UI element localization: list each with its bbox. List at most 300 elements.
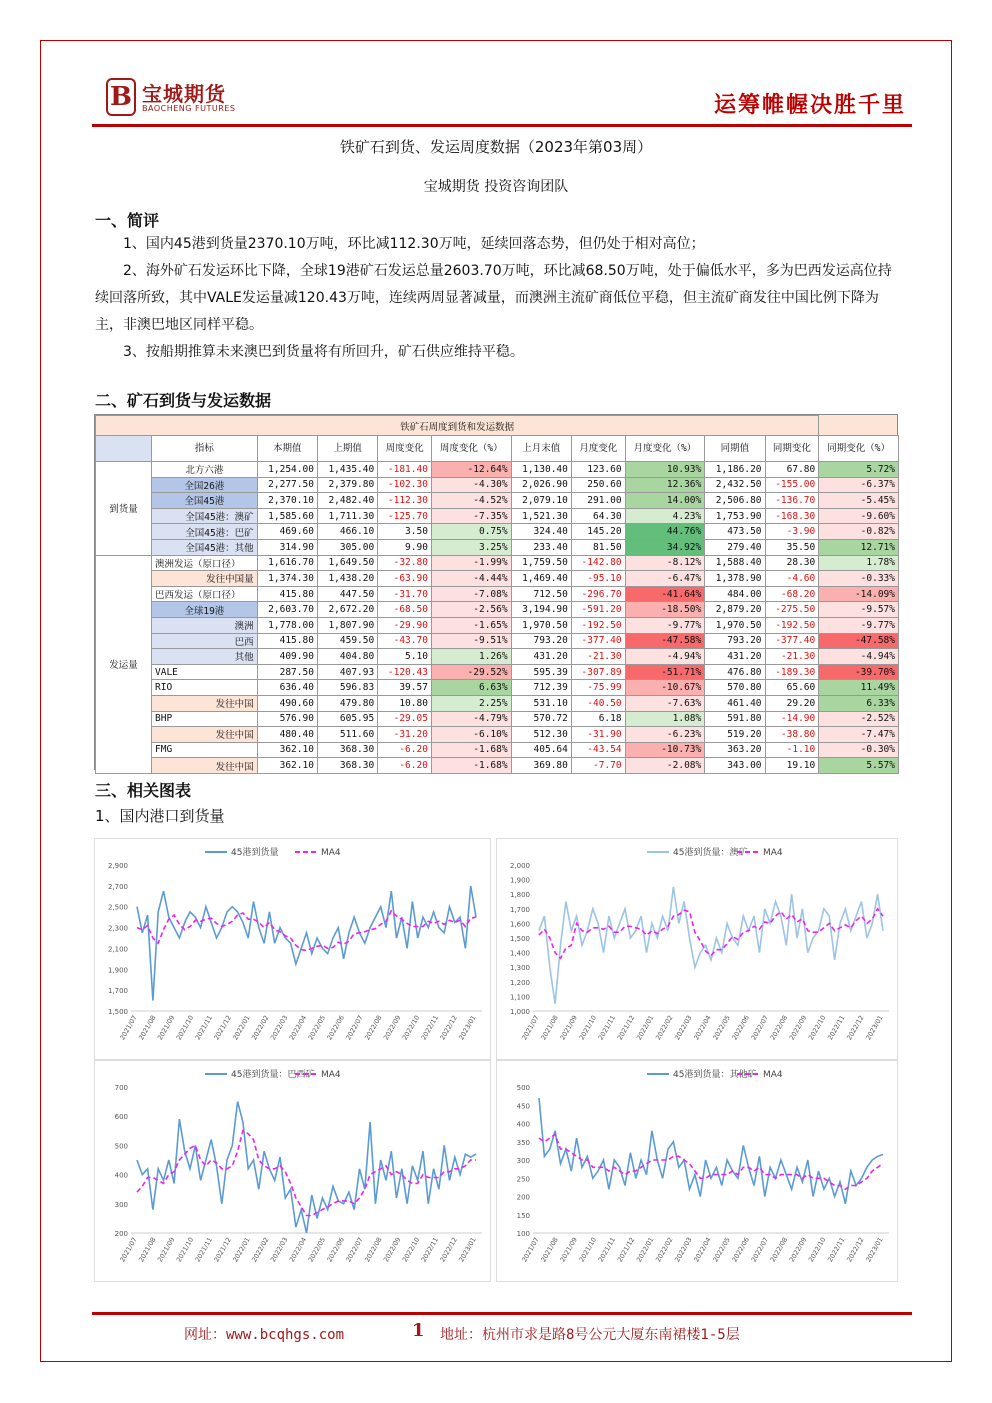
table-cell: 484.00 [705, 586, 765, 602]
x-tick-label: 2022/01 [634, 1014, 656, 1042]
table-row [96, 711, 899, 727]
table-row [96, 477, 899, 493]
legend-label: 45港到货量：其他矿 [673, 1070, 757, 1080]
table-cell: -10.73% [625, 742, 705, 758]
y-tick-label: 300 [516, 1157, 530, 1165]
table-cell: -0.30% [819, 742, 899, 758]
table-header-row [96, 436, 899, 462]
table-cell: 9.90 [378, 539, 432, 555]
table-cell: 39.57 [378, 680, 432, 696]
series-line [539, 1098, 883, 1204]
table-cell: -125.70 [378, 508, 432, 524]
table-cell: 2,370.10 [257, 493, 317, 509]
y-tick-label: 2,000 [509, 862, 530, 870]
table-cell: 3.50 [378, 524, 432, 540]
table-cell: -9.60% [819, 508, 899, 524]
table-cell: 1,649.50 [317, 555, 377, 571]
x-tick-label: 2021/10 [577, 1014, 599, 1042]
row-label: VALE [152, 664, 258, 680]
x-tick-label: 2022/12 [845, 1236, 866, 1264]
y-tick-label: 1,700 [107, 987, 128, 996]
row-label: FMG [152, 742, 258, 758]
y-tick-label: 1,500 [509, 935, 530, 943]
y-tick-label: 400 [516, 1120, 530, 1129]
x-tick-label: 2021/12 [615, 1236, 637, 1264]
row-label: 发往中国 [152, 695, 258, 711]
x-tick-label: 2022/04 [287, 1236, 309, 1264]
x-tick-label: 2022/08 [363, 1236, 384, 1264]
table-cell: 1,254.00 [257, 462, 317, 478]
footer-address: 地址：杭州市求是路8号公元大厦东南裙楼1-5层 [440, 1327, 740, 1343]
table-cell: 1.08% [625, 711, 705, 727]
table-cell: 2,277.50 [257, 477, 317, 493]
table-cell: 712.39 [511, 680, 571, 696]
table-cell: 14.00% [625, 493, 705, 509]
table-cell: 570.72 [511, 711, 571, 727]
table-cell: 1,521.30 [511, 508, 571, 524]
y-tick-label: 1,600 [509, 920, 530, 929]
table-cell: 1,970.50 [511, 617, 571, 633]
x-tick-label: 2022/01 [231, 1236, 252, 1264]
table-cell: -296.70 [571, 586, 625, 602]
y-tick-label: 350 [516, 1138, 530, 1147]
table-cell: -12.64% [431, 462, 511, 478]
x-tick-label: 2021/12 [615, 1014, 637, 1042]
table-cell: -142.80 [571, 555, 625, 571]
table-cell: -21.30 [765, 649, 819, 665]
table-cell: 480.40 [257, 727, 317, 743]
x-tick-label: 2022/07 [344, 1014, 365, 1042]
table-cell: 461.40 [705, 695, 765, 711]
table-row [96, 493, 899, 509]
x-tick-label: 2022/12 [845, 1014, 866, 1042]
x-tick-label: 2022/04 [692, 1014, 713, 1042]
table-cell: 1,585.60 [257, 508, 317, 524]
table-cell: 476.80 [705, 664, 765, 680]
table-header-cell: 上期值 [317, 436, 377, 462]
x-tick-label: 2022/02 [654, 1236, 675, 1264]
table-cell: 1,469.40 [511, 571, 571, 587]
x-tick-label: 2022/02 [250, 1014, 271, 1042]
series-line [539, 887, 883, 1004]
series-line [137, 1102, 476, 1233]
table-group-label: 到货量 [96, 462, 152, 556]
x-tick-label: 2021/08 [137, 1236, 158, 1264]
table-cell: -41.64% [625, 586, 705, 602]
table-cell: 570.80 [705, 680, 765, 696]
row-label: 澳洲 [152, 617, 258, 633]
x-tick-label: 2022/02 [250, 1236, 271, 1264]
x-tick-label: 2021/09 [558, 1014, 579, 1042]
x-tick-label: 2021/12 [212, 1014, 233, 1042]
x-tick-label: 2021/11 [193, 1014, 215, 1042]
table-cell: -51.71% [625, 664, 705, 680]
table-cell: -9.77% [819, 617, 899, 633]
table-cell: 67.80 [765, 462, 819, 478]
table-cell: 2,879.20 [705, 602, 765, 618]
legend-label: 45港到货量：巴西矿 [231, 1070, 315, 1080]
table-cell: -155.00 [765, 477, 819, 493]
table-header-cell: 上月末值 [511, 436, 571, 462]
table-cell: 123.60 [571, 462, 625, 478]
table-cell: -43.70 [378, 633, 432, 649]
table-cell: 2,482.40 [317, 493, 377, 509]
table-cell: 2.25% [431, 695, 511, 711]
table-cell: 1,759.50 [511, 555, 571, 571]
row-label: 巴西 [152, 633, 258, 649]
x-tick-label: 2022/08 [768, 1014, 790, 1042]
table-cell: -38.80 [765, 727, 819, 743]
table-cell: -63.90 [378, 571, 432, 587]
table-row [96, 680, 899, 696]
x-tick-label: 2022/07 [749, 1236, 771, 1264]
row-label: 全国45港：澳矿 [152, 508, 258, 524]
table-cell: 473.50 [705, 524, 765, 540]
table-cell: -4.30% [431, 477, 511, 493]
y-tick-label: 1,300 [509, 964, 530, 973]
y-tick-label: 500 [516, 1084, 530, 1092]
table-cell: -4.52% [431, 493, 511, 509]
table-cell: -2.56% [431, 602, 511, 618]
table-cell: -6.23% [625, 727, 705, 743]
table-cell: 314.90 [257, 539, 317, 555]
y-tick-label: 150 [516, 1211, 530, 1220]
table-cell: 1,970.50 [705, 617, 765, 633]
company-logo [106, 78, 256, 120]
y-tick-label: 400 [114, 1171, 128, 1180]
table-cell: 1.78% [819, 555, 899, 571]
table-cell: -3.90 [765, 524, 819, 540]
table-cell: 712.50 [511, 586, 571, 602]
table-cell: 12.36% [625, 477, 705, 493]
x-tick-label: 2022/10 [806, 1236, 828, 1264]
x-tick-label: 2022/07 [749, 1014, 771, 1042]
table-cell: 363.20 [705, 742, 765, 758]
table-row [96, 742, 899, 758]
x-tick-label: 2022/03 [268, 1014, 290, 1042]
x-tick-label: 2021/11 [596, 1236, 618, 1264]
x-tick-label: 2021/07 [118, 1014, 139, 1042]
table-cell: 1,753.90 [705, 508, 765, 524]
chart-45-ports-brazil [94, 1060, 491, 1282]
row-label: 全国45港 [152, 493, 258, 509]
legend-label: MA4 [321, 1070, 341, 1080]
table-cell: -14.09% [819, 586, 899, 602]
row-label: 澳洲发运（原口径） [152, 555, 258, 571]
table-cell: -192.50 [765, 617, 819, 633]
chart-45-ports [94, 838, 491, 1060]
table-header-cell: 月度变化 [571, 436, 625, 462]
table-header-cell: 同期变化（%） [819, 436, 899, 462]
table-cell: 64.30 [571, 508, 625, 524]
x-tick-label: 2022/12 [438, 1014, 459, 1042]
table-cell: 28.30 [765, 555, 819, 571]
table-cell: -9.77% [625, 617, 705, 633]
data-table [95, 415, 899, 774]
table-cell: 29.20 [765, 695, 819, 711]
table-cell: 12.71% [819, 539, 899, 555]
table-cell: 1,438.20 [317, 571, 377, 587]
y-tick-label: 1,900 [107, 966, 128, 975]
header [92, 72, 912, 126]
y-tick-label: 500 [114, 1142, 128, 1151]
x-tick-label: 2022/05 [306, 1236, 328, 1264]
table-cell: 1,807.90 [317, 617, 377, 633]
table-row [96, 758, 899, 774]
table-cell: 1,711.30 [317, 508, 377, 524]
section-heading-charts: 三、相关图表 [95, 781, 192, 800]
table-cell: 81.50 [571, 539, 625, 555]
x-tick-label: 2022/06 [730, 1014, 751, 1042]
table-cell: -39.70% [819, 664, 899, 680]
table-cell: -377.40 [765, 633, 819, 649]
table-cell: 596.83 [317, 680, 377, 696]
x-tick-label: 2022/05 [711, 1236, 732, 1264]
table-cell: 233.40 [511, 539, 571, 555]
table-cell: 511.60 [317, 727, 377, 743]
x-tick-label: 2021/12 [212, 1236, 233, 1264]
table-cell: 793.20 [705, 633, 765, 649]
table-cell: -29.90 [378, 617, 432, 633]
page-number: 1 [412, 1320, 425, 1341]
table-cell: 1,616.70 [257, 555, 317, 571]
table-cell: 10.93% [625, 462, 705, 478]
table-cell: 324.40 [511, 524, 571, 540]
table-cell: 409.90 [257, 649, 317, 665]
x-tick-label: 2022/09 [381, 1014, 403, 1042]
table-cell: 407.93 [317, 664, 377, 680]
table-cell: -102.30 [378, 477, 432, 493]
x-tick-label: 2022/09 [787, 1236, 809, 1264]
x-tick-label: 2021/09 [558, 1236, 579, 1264]
table-cell: -189.30 [765, 664, 819, 680]
table-cell: 591.80 [705, 711, 765, 727]
table-cell: 1,186.20 [705, 462, 765, 478]
x-tick-label: 2022/06 [730, 1236, 751, 1264]
table-cell: 250.60 [571, 477, 625, 493]
table-row [96, 633, 899, 649]
table-cell: 490.60 [257, 695, 317, 711]
x-tick-label: 2023/01 [457, 1014, 478, 1042]
table-cell: -1.68% [431, 758, 511, 774]
x-tick-label: 2022/09 [381, 1236, 403, 1264]
series-line [137, 886, 476, 1001]
table-header-cell: 同期值 [705, 436, 765, 462]
legend-label: MA4 [321, 848, 341, 858]
table-cell: -6.47% [625, 571, 705, 587]
table-cell: -5.45% [819, 493, 899, 509]
table-cell: -307.89 [571, 664, 625, 680]
doc-team: 宝城期货 投资咨询团队 [423, 179, 569, 195]
table-cell: -40.50 [571, 695, 625, 711]
table-cell: 519.20 [705, 727, 765, 743]
table-cell: 2,506.80 [705, 493, 765, 509]
table-cell: 362.10 [257, 758, 317, 774]
x-tick-label: 2022/05 [306, 1014, 328, 1042]
table-cell: -14.90 [765, 711, 819, 727]
x-tick-label: 2023/01 [864, 1236, 885, 1264]
y-tick-label: 1,100 [509, 993, 530, 1002]
table-cell: -95.10 [571, 571, 625, 587]
x-tick-label: 2022/03 [673, 1236, 694, 1264]
y-tick-label: 2,100 [107, 945, 128, 954]
table-cell: -1.10 [765, 742, 819, 758]
table-cell: -2.52% [819, 711, 899, 727]
header-divider [92, 124, 912, 127]
row-label: 发往中国 [152, 758, 258, 774]
table-cell: -18.50% [625, 602, 705, 618]
table-cell: 279.40 [705, 539, 765, 555]
slogan: 运筹帷幄决胜千里 [713, 92, 906, 118]
table-cell: -6.20 [378, 742, 432, 758]
y-tick-label: 1,400 [509, 949, 530, 958]
y-tick-label: 1,000 [509, 1008, 530, 1016]
x-tick-label: 2022/11 [826, 1014, 847, 1042]
table-cell: -6.37% [819, 477, 899, 493]
x-tick-label: 2022/07 [344, 1236, 365, 1264]
table-cell: -136.70 [765, 493, 819, 509]
table-cell: 1,378.90 [705, 571, 765, 587]
y-tick-label: 2,900 [107, 862, 128, 870]
table-cell: 291.00 [571, 493, 625, 509]
table-cell: -21.30 [571, 649, 625, 665]
x-tick-label: 2022/11 [826, 1236, 847, 1264]
table-cell: -9.57% [819, 602, 899, 618]
table-cell: -4.94% [625, 649, 705, 665]
table-cell: -120.43 [378, 664, 432, 680]
chart-45-ports-other [496, 1060, 898, 1282]
table-cell: 415.80 [257, 633, 317, 649]
x-tick-label: 2022/03 [673, 1014, 694, 1042]
x-tick-label: 2022/11 [419, 1236, 441, 1264]
data-table-wrapper [94, 414, 898, 773]
table-cell: 1,435.40 [317, 462, 377, 478]
table-cell: 2,603.70 [257, 602, 317, 618]
table-cell: 431.20 [511, 649, 571, 665]
table-row [96, 571, 899, 587]
y-tick-label: 450 [516, 1102, 530, 1111]
row-label: 全国45港：巴矿 [152, 524, 258, 540]
x-tick-label: 2021/07 [118, 1236, 139, 1264]
table-header-cell: 同期变化 [765, 436, 819, 462]
legend-label: MA4 [763, 1070, 783, 1080]
table-row [96, 555, 899, 571]
x-tick-label: 2022/12 [438, 1236, 459, 1264]
table-row [96, 649, 899, 665]
table-header-group [96, 436, 152, 462]
table-cell: -31.20 [378, 727, 432, 743]
row-label: 全球19港 [152, 602, 258, 618]
table-header-cell: 周度变化（%） [431, 436, 511, 462]
y-tick-label: 1,700 [509, 905, 530, 914]
table-cell: 469.60 [257, 524, 317, 540]
table-row [96, 508, 899, 524]
table-cell: 2,079.10 [511, 493, 571, 509]
table-cell: 368.30 [317, 758, 377, 774]
x-tick-label: 2021/07 [520, 1236, 541, 1264]
y-tick-label: 100 [516, 1230, 530, 1238]
x-tick-label: 2022/08 [363, 1014, 384, 1042]
table-cell: -1.99% [431, 555, 511, 571]
series-line [539, 1134, 883, 1189]
table-cell: 44.76% [625, 524, 705, 540]
table-header-cell: 本期值 [257, 436, 317, 462]
table-cell: -377.40 [571, 633, 625, 649]
table-row [96, 539, 899, 555]
table-cell: 0.75% [431, 524, 511, 540]
x-tick-label: 2022/10 [400, 1236, 422, 1264]
table-cell: 35.50 [765, 539, 819, 555]
table-cell: -7.35% [431, 508, 511, 524]
table-cell: -1.68% [431, 742, 511, 758]
row-label: 发往中国 [152, 727, 258, 743]
x-tick-label: 2022/04 [692, 1236, 713, 1264]
x-tick-label: 2022/03 [268, 1236, 290, 1264]
table-cell: 466.10 [317, 524, 377, 540]
x-tick-label: 2021/11 [596, 1014, 618, 1042]
y-tick-label: 300 [114, 1200, 128, 1209]
footer-website[interactable]: 网址：www.bcqhgs.com [184, 1327, 345, 1343]
table-cell: 447.50 [317, 586, 377, 602]
table-cell: 65.60 [765, 680, 819, 696]
table-header-cell: 周度变化 [378, 436, 432, 462]
y-tick-label: 250 [516, 1175, 530, 1184]
x-tick-label: 2021/09 [155, 1236, 177, 1264]
x-tick-label: 2021/10 [174, 1014, 196, 1042]
table-cell: -112.30 [378, 493, 432, 509]
table-cell: -31.90 [571, 727, 625, 743]
x-tick-label: 2021/07 [520, 1014, 541, 1042]
table-cell: 576.90 [257, 711, 317, 727]
x-tick-label: 2022/10 [806, 1014, 828, 1042]
table-cell: 5.10 [378, 649, 432, 665]
table-cell: 10.80 [378, 695, 432, 711]
table-cell: -8.12% [625, 555, 705, 571]
table-row [96, 602, 899, 618]
section-heading-summary: 一、简评 [95, 211, 160, 230]
table-cell: 1.26% [431, 649, 511, 665]
logo-en: BAOCHENG FUTURES [142, 104, 236, 113]
x-tick-label: 2021/08 [539, 1236, 560, 1264]
x-tick-label: 2022/11 [419, 1014, 441, 1042]
table-cell: 2,672.20 [317, 602, 377, 618]
section-heading-data: 二、矿石到货与发运数据 [95, 391, 272, 410]
table-cell: 5.57% [819, 758, 899, 774]
table-cell: 368.30 [317, 742, 377, 758]
x-tick-label: 2022/01 [634, 1236, 656, 1264]
table-cell: 2,432.50 [705, 477, 765, 493]
table-cell: 404.80 [317, 649, 377, 665]
table-cell: 305.00 [317, 539, 377, 555]
table-cell: -591.20 [571, 602, 625, 618]
x-tick-label: 2022/08 [768, 1236, 790, 1264]
footer-divider [92, 1312, 912, 1315]
x-tick-label: 2021/10 [577, 1236, 599, 1264]
table-cell: 287.50 [257, 664, 317, 680]
table-header-cell: 月度变化（%） [625, 436, 705, 462]
x-tick-label: 2021/09 [155, 1014, 177, 1042]
table-cell: -4.79% [431, 711, 511, 727]
subsection-heading: 1、国内港口到货量 [95, 807, 225, 825]
table-cell: -6.10% [431, 727, 511, 743]
y-tick-label: 2,300 [107, 924, 128, 933]
table-row [96, 727, 899, 743]
table-cell: 343.00 [705, 758, 765, 774]
table-cell: 11.49% [819, 680, 899, 696]
table-cell: 3.25% [431, 539, 511, 555]
table-row [96, 617, 899, 633]
table-cell: -4.60 [765, 571, 819, 587]
